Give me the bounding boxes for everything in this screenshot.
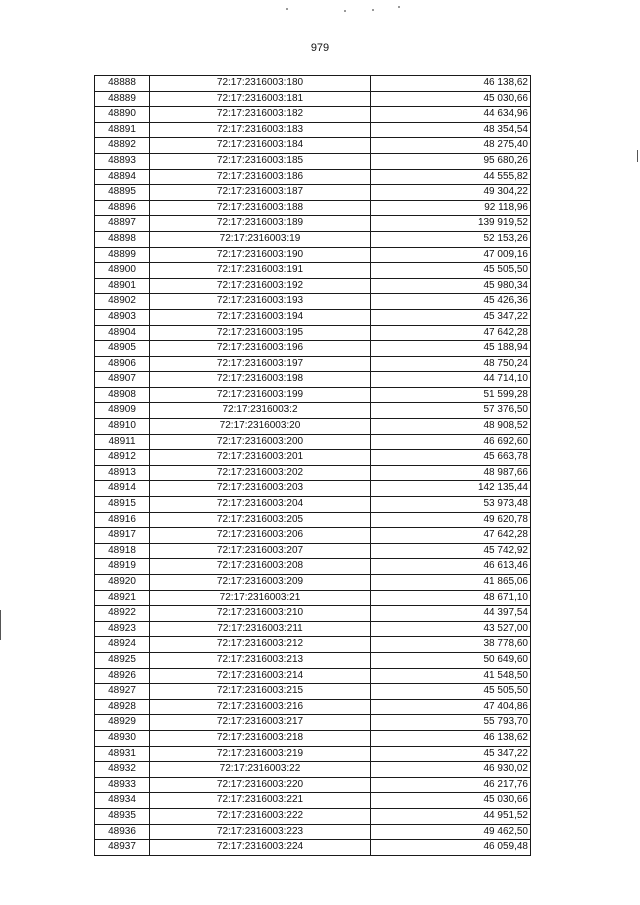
cadastral-number-cell: 72:17:2316003:198 bbox=[150, 372, 371, 388]
row-number-cell: 48891 bbox=[95, 122, 150, 138]
table-row bbox=[95, 637, 531, 653]
row-number-cell: 48905 bbox=[95, 341, 150, 357]
row-number-cell: 48911 bbox=[95, 434, 150, 450]
value-cell: 139 919,52 bbox=[371, 216, 531, 232]
row-number-cell: 48929 bbox=[95, 715, 150, 731]
cadastral-number-cell: 72:17:2316003:210 bbox=[150, 606, 371, 622]
table-row bbox=[95, 746, 531, 762]
cadastral-number-cell: 72:17:2316003:201 bbox=[150, 450, 371, 466]
row-number-cell: 48919 bbox=[95, 559, 150, 575]
cadastral-number-cell: 72:17:2316003:216 bbox=[150, 699, 371, 715]
scan-speck bbox=[398, 6, 400, 8]
value-cell: 45 980,34 bbox=[371, 278, 531, 294]
row-number-cell: 48922 bbox=[95, 606, 150, 622]
row-number-cell: 48907 bbox=[95, 372, 150, 388]
value-cell: 50 649,60 bbox=[371, 652, 531, 668]
table-row bbox=[95, 325, 531, 341]
cadastral-number-cell: 72:17:2316003:180 bbox=[150, 76, 371, 92]
value-cell: 44 714,10 bbox=[371, 372, 531, 388]
table-row bbox=[95, 278, 531, 294]
cadastral-number-cell: 72:17:2316003:184 bbox=[150, 138, 371, 154]
cadastral-number-cell: 72:17:2316003:22 bbox=[150, 762, 371, 778]
row-number-cell: 48890 bbox=[95, 107, 150, 123]
scan-edge-mark bbox=[637, 150, 638, 162]
cadastral-number-cell: 72:17:2316003:197 bbox=[150, 356, 371, 372]
cadastral-number-cell: 72:17:2316003:207 bbox=[150, 543, 371, 559]
cadastral-number-cell: 72:17:2316003:215 bbox=[150, 684, 371, 700]
value-cell: 46 930,02 bbox=[371, 762, 531, 778]
row-number-cell: 48928 bbox=[95, 699, 150, 715]
row-number-cell: 48914 bbox=[95, 481, 150, 497]
cadastral-number-cell: 72:17:2316003:211 bbox=[150, 621, 371, 637]
value-cell: 57 376,50 bbox=[371, 403, 531, 419]
value-cell: 48 354,54 bbox=[371, 122, 531, 138]
row-number-cell: 48923 bbox=[95, 621, 150, 637]
table-row bbox=[95, 76, 531, 92]
cadastral-number-cell: 72:17:2316003:191 bbox=[150, 263, 371, 279]
table-row bbox=[95, 122, 531, 138]
value-cell: 92 118,96 bbox=[371, 200, 531, 216]
row-number-cell: 48901 bbox=[95, 278, 150, 294]
table-row bbox=[95, 434, 531, 450]
cadastral-number-cell: 72:17:2316003:194 bbox=[150, 309, 371, 325]
row-number-cell: 48896 bbox=[95, 200, 150, 216]
value-cell: 46 217,76 bbox=[371, 777, 531, 793]
cadastral-number-cell: 72:17:2316003:181 bbox=[150, 91, 371, 107]
table-row bbox=[95, 512, 531, 528]
value-cell: 46 613,46 bbox=[371, 559, 531, 575]
value-cell: 41 865,06 bbox=[371, 575, 531, 591]
table-row bbox=[95, 543, 531, 559]
table-row bbox=[95, 341, 531, 357]
table-row bbox=[95, 528, 531, 544]
cadastral-number-cell: 72:17:2316003:209 bbox=[150, 575, 371, 591]
table-row bbox=[95, 107, 531, 123]
value-cell: 46 059,48 bbox=[371, 840, 531, 856]
scan-speck bbox=[344, 10, 346, 12]
row-number-cell: 48912 bbox=[95, 450, 150, 466]
cadastral-number-cell: 72:17:2316003:214 bbox=[150, 668, 371, 684]
table-row bbox=[95, 762, 531, 778]
row-number-cell: 48918 bbox=[95, 543, 150, 559]
value-cell: 45 505,50 bbox=[371, 684, 531, 700]
value-cell: 45 188,94 bbox=[371, 341, 531, 357]
row-number-cell: 48898 bbox=[95, 231, 150, 247]
cadastral-number-cell: 72:17:2316003:219 bbox=[150, 746, 371, 762]
table-row bbox=[95, 169, 531, 185]
row-number-cell: 48916 bbox=[95, 512, 150, 528]
value-cell: 41 548,50 bbox=[371, 668, 531, 684]
cadastral-number-cell: 72:17:2316003:203 bbox=[150, 481, 371, 497]
cadastral-number-cell: 72:17:2316003:220 bbox=[150, 777, 371, 793]
cadastral-number-cell: 72:17:2316003:223 bbox=[150, 824, 371, 840]
cadastral-number-cell: 72:17:2316003:221 bbox=[150, 793, 371, 809]
cadastral-number-cell: 72:17:2316003:199 bbox=[150, 387, 371, 403]
value-cell: 46 138,62 bbox=[371, 76, 531, 92]
row-number-cell: 48903 bbox=[95, 309, 150, 325]
value-cell: 48 987,66 bbox=[371, 465, 531, 481]
value-cell: 44 397,54 bbox=[371, 606, 531, 622]
row-number-cell: 48893 bbox=[95, 153, 150, 169]
table-row bbox=[95, 621, 531, 637]
value-cell: 47 009,16 bbox=[371, 247, 531, 263]
value-cell: 46 138,62 bbox=[371, 730, 531, 746]
row-number-cell: 48902 bbox=[95, 294, 150, 310]
cadastral-number-cell: 72:17:2316003:204 bbox=[150, 497, 371, 513]
value-cell: 142 135,44 bbox=[371, 481, 531, 497]
page-number: 979 bbox=[310, 42, 330, 54]
cadastral-number-cell: 72:17:2316003:193 bbox=[150, 294, 371, 310]
cadastral-number-cell: 72:17:2316003:208 bbox=[150, 559, 371, 575]
cadastral-number-cell: 72:17:2316003:217 bbox=[150, 715, 371, 731]
row-number-cell: 48933 bbox=[95, 777, 150, 793]
row-number-cell: 48909 bbox=[95, 403, 150, 419]
table-row bbox=[95, 200, 531, 216]
table-row bbox=[95, 808, 531, 824]
value-cell: 47 642,28 bbox=[371, 325, 531, 341]
table-row bbox=[95, 403, 531, 419]
row-number-cell: 48937 bbox=[95, 840, 150, 856]
table-body bbox=[95, 76, 531, 856]
cadastral-number-cell: 72:17:2316003:202 bbox=[150, 465, 371, 481]
row-number-cell: 48888 bbox=[95, 76, 150, 92]
cadastral-number-cell: 72:17:2316003:190 bbox=[150, 247, 371, 263]
value-cell: 38 778,60 bbox=[371, 637, 531, 653]
row-number-cell: 48899 bbox=[95, 247, 150, 263]
value-cell: 48 671,10 bbox=[371, 590, 531, 606]
cadastral-number-cell: 72:17:2316003:20 bbox=[150, 419, 371, 435]
cadastral-number-cell: 72:17:2316003:182 bbox=[150, 107, 371, 123]
cadastral-number-cell: 72:17:2316003:213 bbox=[150, 652, 371, 668]
table-row bbox=[95, 575, 531, 591]
value-cell: 44 555,82 bbox=[371, 169, 531, 185]
row-number-cell: 48913 bbox=[95, 465, 150, 481]
row-number-cell: 48915 bbox=[95, 497, 150, 513]
table-row bbox=[95, 247, 531, 263]
cadastral-number-cell: 72:17:2316003:187 bbox=[150, 185, 371, 201]
cadastral-number-cell: 72:17:2316003:192 bbox=[150, 278, 371, 294]
table-row bbox=[95, 715, 531, 731]
value-cell: 49 462,50 bbox=[371, 824, 531, 840]
value-cell: 49 620,78 bbox=[371, 512, 531, 528]
table-row bbox=[95, 559, 531, 575]
row-number-cell: 48895 bbox=[95, 185, 150, 201]
cadastral-number-cell: 72:17:2316003:195 bbox=[150, 325, 371, 341]
row-number-cell: 48897 bbox=[95, 216, 150, 232]
scan-edge-mark bbox=[0, 610, 1, 640]
value-cell: 48 908,52 bbox=[371, 419, 531, 435]
table-row bbox=[95, 465, 531, 481]
registry-table bbox=[94, 75, 531, 856]
table-row bbox=[95, 450, 531, 466]
table-row bbox=[95, 699, 531, 715]
cadastral-number-cell: 72:17:2316003:19 bbox=[150, 231, 371, 247]
cadastral-number-cell: 72:17:2316003:200 bbox=[150, 434, 371, 450]
row-number-cell: 48910 bbox=[95, 419, 150, 435]
table-row bbox=[95, 668, 531, 684]
cadastral-number-cell: 72:17:2316003:206 bbox=[150, 528, 371, 544]
table-row bbox=[95, 372, 531, 388]
row-number-cell: 48926 bbox=[95, 668, 150, 684]
cadastral-number-cell: 72:17:2316003:212 bbox=[150, 637, 371, 653]
value-cell: 46 692,60 bbox=[371, 434, 531, 450]
row-number-cell: 48931 bbox=[95, 746, 150, 762]
cadastral-number-cell: 72:17:2316003:188 bbox=[150, 200, 371, 216]
value-cell: 55 793,70 bbox=[371, 715, 531, 731]
row-number-cell: 48927 bbox=[95, 684, 150, 700]
table-row bbox=[95, 684, 531, 700]
table-row bbox=[95, 652, 531, 668]
value-cell: 44 634,96 bbox=[371, 107, 531, 123]
table-row bbox=[95, 294, 531, 310]
table-row bbox=[95, 606, 531, 622]
table-row bbox=[95, 481, 531, 497]
row-number-cell: 48908 bbox=[95, 387, 150, 403]
cadastral-number-cell: 72:17:2316003:183 bbox=[150, 122, 371, 138]
value-cell: 95 680,26 bbox=[371, 153, 531, 169]
row-number-cell: 48904 bbox=[95, 325, 150, 341]
table-row bbox=[95, 231, 531, 247]
cadastral-number-cell: 72:17:2316003:218 bbox=[150, 730, 371, 746]
table-row bbox=[95, 793, 531, 809]
cadastral-number-cell: 72:17:2316003:21 bbox=[150, 590, 371, 606]
cadastral-number-cell: 72:17:2316003:224 bbox=[150, 840, 371, 856]
row-number-cell: 48924 bbox=[95, 637, 150, 653]
value-cell: 47 642,28 bbox=[371, 528, 531, 544]
value-cell: 45 663,78 bbox=[371, 450, 531, 466]
row-number-cell: 48936 bbox=[95, 824, 150, 840]
table-row bbox=[95, 138, 531, 154]
scan-speck bbox=[286, 8, 288, 10]
row-number-cell: 48906 bbox=[95, 356, 150, 372]
table-row bbox=[95, 387, 531, 403]
table-row bbox=[95, 91, 531, 107]
table-row bbox=[95, 419, 531, 435]
row-number-cell: 48920 bbox=[95, 575, 150, 591]
table-row bbox=[95, 840, 531, 856]
value-cell: 52 153,26 bbox=[371, 231, 531, 247]
row-number-cell: 48917 bbox=[95, 528, 150, 544]
table-row bbox=[95, 356, 531, 372]
table-row bbox=[95, 730, 531, 746]
row-number-cell: 48900 bbox=[95, 263, 150, 279]
row-number-cell: 48925 bbox=[95, 652, 150, 668]
row-number-cell: 48932 bbox=[95, 762, 150, 778]
table-row bbox=[95, 824, 531, 840]
value-cell: 45 347,22 bbox=[371, 746, 531, 762]
table-row bbox=[95, 216, 531, 232]
value-cell: 45 347,22 bbox=[371, 309, 531, 325]
row-number-cell: 48930 bbox=[95, 730, 150, 746]
table-row bbox=[95, 153, 531, 169]
table-row bbox=[95, 309, 531, 325]
cadastral-number-cell: 72:17:2316003:205 bbox=[150, 512, 371, 528]
row-number-cell: 48889 bbox=[95, 91, 150, 107]
row-number-cell: 48892 bbox=[95, 138, 150, 154]
value-cell: 51 599,28 bbox=[371, 387, 531, 403]
value-cell: 45 030,66 bbox=[371, 91, 531, 107]
value-cell: 47 404,86 bbox=[371, 699, 531, 715]
value-cell: 43 527,00 bbox=[371, 621, 531, 637]
row-number-cell: 48921 bbox=[95, 590, 150, 606]
value-cell: 45 426,36 bbox=[371, 294, 531, 310]
row-number-cell: 48935 bbox=[95, 808, 150, 824]
table-row bbox=[95, 497, 531, 513]
scan-speck bbox=[372, 9, 374, 11]
table-row bbox=[95, 590, 531, 606]
value-cell: 48 750,24 bbox=[371, 356, 531, 372]
value-cell: 49 304,22 bbox=[371, 185, 531, 201]
value-cell: 45 030,66 bbox=[371, 793, 531, 809]
table-row bbox=[95, 185, 531, 201]
row-number-cell: 48894 bbox=[95, 169, 150, 185]
cadastral-number-cell: 72:17:2316003:196 bbox=[150, 341, 371, 357]
cadastral-number-cell: 72:17:2316003:189 bbox=[150, 216, 371, 232]
value-cell: 45 742,92 bbox=[371, 543, 531, 559]
value-cell: 45 505,50 bbox=[371, 263, 531, 279]
value-cell: 44 951,52 bbox=[371, 808, 531, 824]
cadastral-number-cell: 72:17:2316003:2 bbox=[150, 403, 371, 419]
value-cell: 48 275,40 bbox=[371, 138, 531, 154]
cadastral-number-cell: 72:17:2316003:222 bbox=[150, 808, 371, 824]
value-cell: 53 973,48 bbox=[371, 497, 531, 513]
cadastral-number-cell: 72:17:2316003:186 bbox=[150, 169, 371, 185]
row-number-cell: 48934 bbox=[95, 793, 150, 809]
table-row bbox=[95, 777, 531, 793]
table-row bbox=[95, 263, 531, 279]
cadastral-number-cell: 72:17:2316003:185 bbox=[150, 153, 371, 169]
